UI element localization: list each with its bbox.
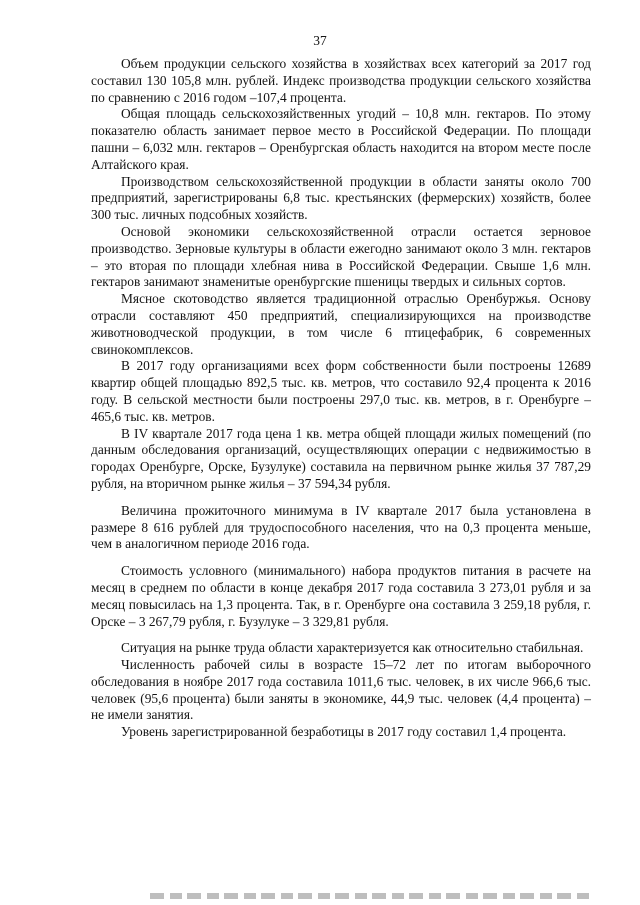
paragraph-housing-construction: В 2017 году организациями всех форм собственности были построены 12689 квартир общей площадью 892,5 тыс. кв. метров, что составило 92,4 процента к 2016 году. В сельской местности были построены 297,0 тыс. кв. метров, в г. Оренбурге – 465,6 тыс. кв. метров. (91, 358, 591, 424)
scan-artifact-footer (150, 893, 590, 899)
paragraph-farmland-area: Общая площадь сельскохозяйственных угодий – 10,8 млн. гектаров. По этому показателю область занимает первое место в Российской Федерации. По площади пашни – 6,032 млн. гектаров – Оренбургская область находится на втором месте после Алтайского края. (91, 106, 591, 172)
paragraph-labor-force: Численность рабочей силы в возрасте 15–72 лет по итогам выборочного обследования в ноябре 2017 года составила 1011,6 тыс. человек, в их числе 966,6 тыс. человек (95,6 процента) были заняты в экономике, 44,9 тыс. человек (4,4 процента) – не имели занятия. (91, 657, 591, 723)
document-body (91, 56, 591, 741)
paragraph-food-basket: Стоимость условного (минимального) набора продуктов питания в расчете на месяц в среднем по области в конце декабря 2017 года составила 3 273,01 рубля и за месяц повысилась на 1,3 процента. Так, в г. Оренбурге она составила 3 259,18 рубля, г. Орске – 3 267,79 рубля, г. Бузулуке – 3 329,81 рубля. (91, 563, 591, 629)
paragraph-grain-production: Основой экономики сельскохозяйственной отрасли остается зерновое производство. Зерновые культуры в области ежегодно занимают около 3 млн. гектаров – это вторая по площади хлебная нива в Российской Федерации. Свыше 1,6 млн. гектаров занимают знаменитые оренбургские пшеницы твердых и сильных сортов. (91, 223, 591, 290)
page-number: 37 (313, 33, 327, 48)
paragraph-unemployment: Уровень зарегистрированной безработицы в 2017 году составил 1,4 процента. (121, 724, 567, 740)
paragraph-agri-enterprises: Производством сельскохозяйственной продукции в области заняты около 700 предприятий, зарегистрированы 6,8 тыс. крестьянских (фермерских) хозяйств, более 300 тыс. личных подсобных хозяйств. (91, 173, 591, 223)
paragraph-livestock: Мясное скотоводство является традиционной отраслью Оренбуржья. Основу отрасли составляют 450 предприятий, специализирующихся на производстве животноводческой продукции, в том числе 6 птицефабрик, 6 современных свинокомплексов. (91, 291, 591, 357)
paragraph-subsistence-minimum: Величина прожиточного минимума в IV квартале 2017 была установлена в размере 8 616 рублей для трудоспособного населения, что на 0,3 процента меньше, чем в аналогичном периоде 2016 года. (91, 502, 591, 552)
paragraph-housing-prices: В IV квартале 2017 года цена 1 кв. метра общей площади жилых помещений (по данным обследования организаций, осуществляющих операции с недвижимостью в городах Оренбурге, Орске, Бузулуке) составила на первичном рынке жилья 37 787,29 рубля, на вторичном рынке жилья – 37 594,34 рубля. (91, 425, 591, 491)
paragraph-labor-market: Ситуация на рынке труда области характеризуется как относительно стабильная. (121, 640, 584, 656)
paragraph-agri-output: Объем продукции сельского хозяйства в хозяйствах всех категорий за 2017 год составил 130 105,8 млн. рублей. Индекс производства продукции сельского хозяйства по сравнению с 2016 годом –107,4 процента. (91, 56, 591, 105)
